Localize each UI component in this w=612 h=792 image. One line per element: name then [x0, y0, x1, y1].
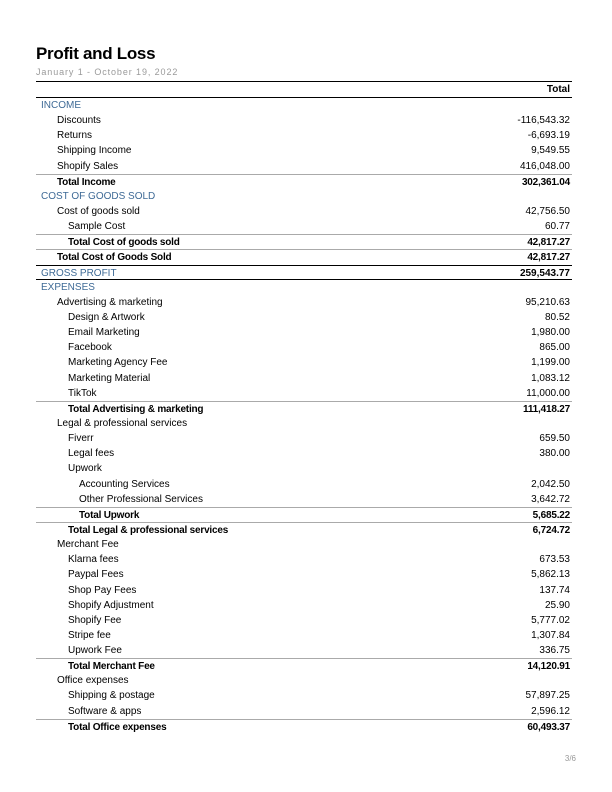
table-row	[36, 340, 572, 355]
row-label: Legal & professional services	[57, 417, 188, 429]
row-label: Total Advertising & marketing	[68, 403, 204, 415]
row-label: Shopify Sales	[57, 160, 119, 172]
row-label: Email Marketing	[68, 327, 140, 339]
row-label: Returns	[57, 130, 93, 142]
table-row	[36, 159, 572, 174]
row-label: Marketing Agency Fee	[68, 357, 168, 369]
table-row	[36, 416, 572, 431]
row-label: Software & apps	[68, 705, 142, 717]
row-label: Upwork Fee	[68, 645, 122, 657]
row-value: 42,817.27	[527, 237, 570, 249]
row-label: Upwork	[68, 463, 102, 475]
row-value: 137.74	[539, 584, 570, 596]
row-value: 11,000.00	[526, 387, 570, 399]
row-value: 673.53	[539, 554, 570, 566]
row-value: 95,210.63	[525, 296, 570, 308]
section-header	[36, 98, 572, 113]
row-value: 865.00	[539, 342, 570, 354]
table-row	[36, 643, 572, 658]
table-row	[36, 628, 572, 643]
row-value: 302,361.04	[521, 176, 570, 188]
row-value: 2,042.50	[531, 478, 570, 490]
table-row	[36, 113, 572, 128]
row-value: 5,862.13	[531, 569, 570, 581]
row-label: Advertising & marketing	[57, 296, 163, 308]
row-label: Legal fees	[68, 448, 115, 460]
row-label: Shopify Adjustment	[68, 599, 154, 611]
row-label: Total Income	[57, 176, 116, 188]
table-row	[36, 583, 572, 598]
total-row	[36, 174, 572, 189]
row-label: Office expenses	[57, 675, 129, 687]
table-row	[36, 537, 572, 552]
table-row	[36, 704, 572, 719]
table-row	[36, 310, 572, 325]
row-value: -116,543.32	[517, 115, 570, 127]
row-value: 3,642.72	[531, 493, 570, 505]
table-row	[36, 371, 572, 386]
table-row	[36, 477, 572, 492]
row-label: Cost of goods sold	[57, 205, 140, 217]
column-header-total: Total	[546, 84, 570, 95]
table-row	[36, 492, 572, 507]
profit-loss-table	[36, 81, 572, 734]
row-label: Marketing Material	[68, 372, 151, 384]
table-row	[36, 325, 572, 340]
row-label: INCOME	[41, 100, 81, 111]
row-label: EXPENSES	[41, 281, 95, 293]
row-value: 416,048.00	[519, 160, 570, 172]
row-value: 5,777.02	[531, 614, 570, 626]
row-value: 42,756.50	[525, 205, 570, 217]
table-row	[36, 219, 572, 234]
row-label: Total Upwork	[79, 509, 140, 521]
row-value: 1,083.12	[531, 372, 570, 384]
row-label: Merchant Fee	[57, 539, 119, 551]
row-label: Klarna fees	[68, 554, 119, 566]
table-row	[36, 613, 572, 628]
table-row	[36, 446, 572, 461]
table-row	[36, 355, 572, 370]
table-row	[36, 386, 572, 401]
total-row	[36, 234, 572, 249]
table-row	[36, 598, 572, 613]
row-label: Fiverr	[68, 433, 94, 445]
total-row	[36, 719, 572, 734]
row-label: Shopify Fee	[68, 614, 122, 626]
row-label: GROSS PROFIT	[41, 267, 117, 279]
row-label: Discounts	[57, 115, 101, 127]
row-label: Stripe fee	[68, 629, 111, 641]
report-date-range: January 1 - October 19, 2022	[36, 67, 179, 77]
row-value: 60,493.37	[527, 721, 570, 733]
total-row	[36, 522, 572, 537]
row-label: Sample Cost	[68, 221, 126, 233]
row-value: 6,724.72	[532, 524, 570, 536]
table-row	[36, 295, 572, 310]
row-label: COST OF GOODS SOLD	[41, 190, 156, 202]
row-label: Total Legal & professional services	[68, 524, 229, 536]
section-header	[36, 280, 572, 295]
table-row	[36, 567, 572, 582]
row-label: Shipping Income	[57, 145, 132, 157]
table-row	[36, 128, 572, 143]
row-value: 659.50	[539, 433, 570, 445]
table-row	[36, 461, 572, 476]
total-row	[36, 658, 572, 673]
row-label: Accounting Services	[79, 478, 170, 490]
row-label: Facebook	[68, 342, 112, 354]
row-value: 1,199.00	[531, 357, 570, 369]
table-body	[36, 98, 572, 734]
total-row	[36, 249, 572, 264]
table-row	[36, 204, 572, 219]
section-header	[36, 189, 572, 204]
report-title: Profit and Loss	[36, 44, 156, 63]
row-label: Shop Pay Fees	[68, 584, 137, 596]
row-label: Total Cost of Goods Sold	[57, 252, 172, 264]
row-label: Total Merchant Fee	[68, 661, 155, 673]
row-value: 380.00	[539, 448, 570, 460]
row-label: Total Cost of goods sold	[68, 237, 180, 249]
row-value: 336.75	[539, 645, 570, 657]
table-row	[36, 143, 572, 158]
table-header	[36, 82, 572, 98]
row-value: 25.90	[544, 599, 570, 611]
table-row	[36, 552, 572, 567]
table-row	[36, 431, 572, 446]
row-label: Total Office expenses	[68, 721, 167, 733]
total-row	[36, 401, 572, 416]
row-label: TikTok	[68, 387, 97, 399]
gross-profit-row	[36, 265, 572, 280]
row-value: 259,543.77	[519, 267, 570, 279]
row-value: 5,685.22	[532, 509, 570, 521]
table-row	[36, 673, 572, 688]
row-value: 111,418.27	[523, 403, 570, 415]
row-value: 9,549.55	[531, 145, 570, 157]
row-value: 2,596.12	[531, 705, 570, 717]
row-label: Design & Artwork	[68, 311, 145, 323]
row-value: 80.52	[544, 311, 570, 323]
row-label: Paypal Fees	[68, 569, 124, 581]
row-value: 42,817.27	[527, 252, 570, 264]
table-row	[36, 688, 572, 703]
total-row	[36, 507, 572, 522]
row-value: -6,693.19	[527, 130, 570, 142]
row-label: Other Professional Services	[79, 493, 203, 505]
page-number: 3/6	[564, 754, 576, 763]
row-value: 57,897.25	[525, 690, 570, 702]
row-value: 1,980.00	[531, 327, 570, 339]
row-value: 1,307.84	[531, 629, 570, 641]
row-value: 14,120.91	[527, 661, 570, 673]
row-label: Shipping & postage	[68, 690, 155, 702]
row-value: 60.77	[544, 221, 570, 233]
